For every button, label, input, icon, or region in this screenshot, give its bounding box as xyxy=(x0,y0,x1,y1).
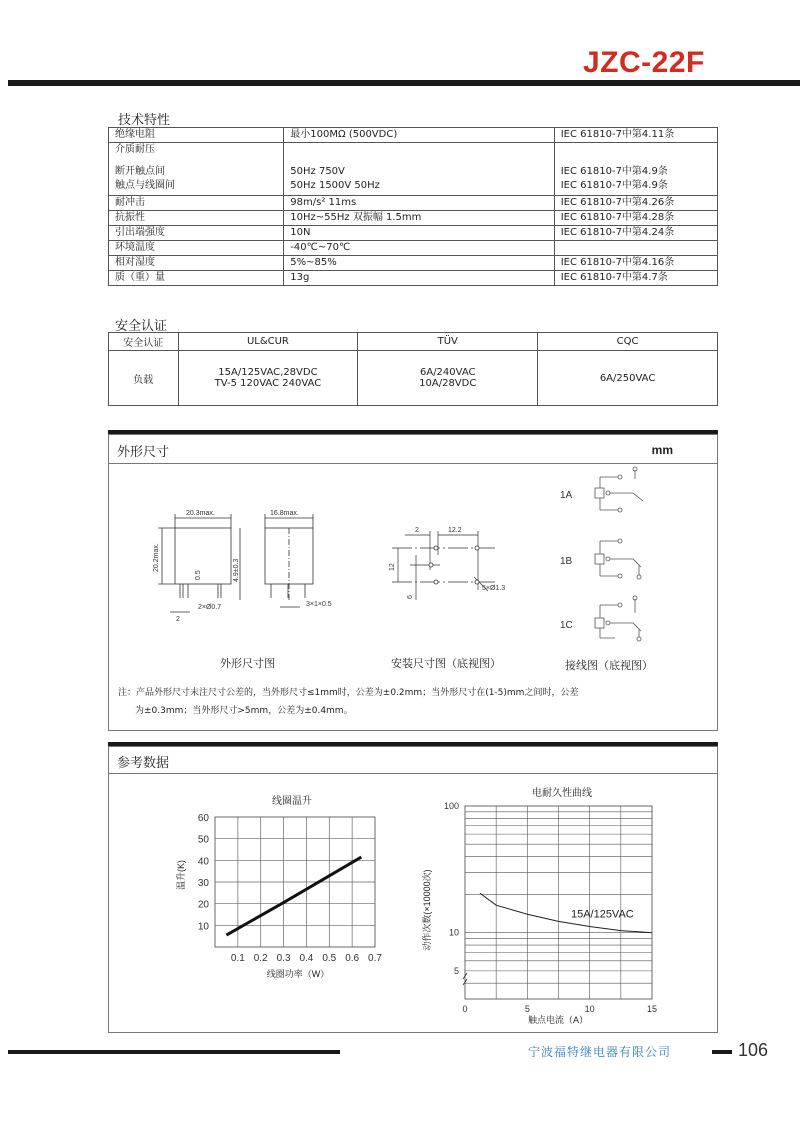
model-title: JZC-22F xyxy=(583,46,705,79)
y-tick-label: 30 xyxy=(197,878,209,889)
chart-title: 线圈温升 xyxy=(272,796,312,807)
header-cell: CQC xyxy=(538,333,718,351)
spec-value-sub: 50Hz 1500V 50Hz xyxy=(290,180,380,191)
x-axis-label: 线圈功率（W） xyxy=(266,969,330,979)
table-row xyxy=(109,211,718,226)
table-header-row xyxy=(109,333,718,351)
mount-hole xyxy=(429,563,433,567)
spec-standard-sub: IEC 61810-7中第4.9条 xyxy=(560,166,668,177)
dim-height-label: 20.2max. xyxy=(153,543,160,572)
spec-value: -40℃~70℃ xyxy=(284,241,554,256)
spec-standard: IEC 61810-7中第4.28条 xyxy=(554,211,717,226)
header-cell: TÜV xyxy=(358,333,538,351)
table-row xyxy=(109,196,718,211)
safety-table xyxy=(108,332,718,406)
y-axis-label: 动作次数(×10000次) xyxy=(422,869,432,951)
spec-param: 抗振性 xyxy=(109,211,284,226)
chart-title: 电耐久性曲线 xyxy=(532,788,592,799)
cqc-rating: 6A/250VAC xyxy=(538,351,718,406)
mount-hole xyxy=(434,580,438,584)
wiring-1b xyxy=(595,539,641,579)
spec-param: 相对湿度 xyxy=(109,256,284,271)
spec-param: 耐冲击 xyxy=(109,196,284,211)
spec-standard-sub: IEC 61810-7中第4.9条 xyxy=(560,180,668,191)
spec-standard xyxy=(554,241,717,256)
x-tick-label: 0.6 xyxy=(345,953,360,964)
mount-holes-label: 5×Ø1.3 xyxy=(482,585,506,592)
x-tick-label: 10 xyxy=(584,1004,595,1014)
x-tick-label: 0.2 xyxy=(253,953,268,964)
tuv-cell xyxy=(358,351,538,406)
y-tick-label: 20 xyxy=(197,899,209,911)
dim-pinlen-label: 4.9±0.3 xyxy=(233,558,240,582)
x-tick-label: 0.4 xyxy=(299,953,314,964)
y-tick-label: 60 xyxy=(197,813,209,824)
dimensions-title: 外形尺寸 xyxy=(117,445,170,460)
wiring-1a xyxy=(595,467,643,512)
y-axis-label: 温升(K) xyxy=(176,860,186,890)
spec-standard: IEC 61810-7中第4.11条 xyxy=(554,128,717,143)
header-cell: 安全认证 xyxy=(109,333,179,351)
table-row xyxy=(109,256,718,271)
wiring-caption: 接线图（底视图） xyxy=(565,659,653,672)
coil-temp-chart xyxy=(160,780,400,990)
spec-value: 13g xyxy=(284,271,554,286)
spec-param: 质（重）量 xyxy=(109,271,284,286)
wiring-diagram xyxy=(555,465,665,645)
spec-param: 环境温度 xyxy=(109,241,284,256)
spec-value-sub: 50Hz 750V xyxy=(290,166,345,177)
mount-d-label: 6 xyxy=(407,595,414,599)
spec-value: 5%~85% xyxy=(284,256,554,271)
reference-title: 参考数据 xyxy=(117,756,170,771)
mounting-drawing xyxy=(370,515,520,605)
wiring-1c xyxy=(595,596,641,641)
tech-specs-table xyxy=(108,127,718,286)
mount-hole xyxy=(475,546,479,550)
spec-value: 10Hz~55Hz 双振幅 1.5mm xyxy=(284,211,554,226)
spec-standard: IEC 61810-7中第4.26条 xyxy=(554,196,717,211)
table-row xyxy=(109,226,718,241)
mount-hole xyxy=(434,546,438,550)
tolerance-note-line2: 为±0.3mm；当外形尺寸>5mm，公差为±0.4mm。 xyxy=(135,706,353,716)
ul-rating: TV-5 120VAC 240VAC xyxy=(214,378,322,389)
spec-param-sub: 触点与线圈间 xyxy=(115,180,175,191)
mount-b-label: 12.2 xyxy=(448,527,462,534)
table-row xyxy=(109,271,718,286)
header-cell: UL&CUR xyxy=(178,333,358,351)
tolerance-note-line1: 注：产品外形尺寸未注尺寸公差的，当外形尺寸≤1mm时，公差为±0.2mm；当外形尺寸在(1-5)mm之间时，公差 xyxy=(118,688,579,698)
table-row xyxy=(109,351,718,406)
dim-pitch-label: 2 xyxy=(176,616,180,623)
spec-value xyxy=(284,143,554,196)
y-tick-label: 5 xyxy=(453,965,459,976)
load-label: 负载 xyxy=(109,351,179,406)
wiring-1b-label: 1B xyxy=(560,556,573,567)
dim-depth-label: 16.8max. xyxy=(270,510,299,517)
series-annotation: 15A/125VAC xyxy=(570,908,634,921)
spec-standard: IEC 61810-7中第4.7条 xyxy=(554,271,717,286)
footer-dash xyxy=(712,1050,732,1054)
spec-standard xyxy=(554,143,717,196)
tuv-rating: 10A/28VDC xyxy=(419,378,477,389)
y-tick-label: 10 xyxy=(197,921,209,933)
tuv-rating: 6A/240VAC xyxy=(419,367,476,378)
tech-specs-title: 技术特性 xyxy=(118,113,171,128)
y-tick-label: 40 xyxy=(197,856,209,868)
endurance-chart xyxy=(410,780,670,1030)
outline-caption: 外形尺寸图 xyxy=(220,657,275,670)
x-tick-label: 5 xyxy=(524,1004,530,1014)
x-tick-label: 0.5 xyxy=(322,953,337,964)
x-axis-label: 触点电流（A） xyxy=(527,1015,589,1025)
table-row xyxy=(109,241,718,256)
dim-offset-label: 0.5 xyxy=(195,570,202,580)
mount-c-label: 12 xyxy=(389,563,396,571)
x-tick-label: 0.1 xyxy=(230,953,245,964)
ul-rating: 15A/125VAC,28VDC xyxy=(218,367,318,378)
y-tick-label: 100 xyxy=(443,801,459,811)
table-row xyxy=(109,143,718,196)
x-tick-label: 0.3 xyxy=(276,953,291,964)
spec-param xyxy=(109,143,284,196)
table-row xyxy=(109,128,718,143)
dim-pindia-label: 2×Ø0.7 xyxy=(198,604,222,611)
mount-hole xyxy=(475,580,479,584)
x-tick-label: 0 xyxy=(462,1004,468,1014)
spec-param-sub: 断开触点间 xyxy=(115,166,165,177)
header-rule xyxy=(8,80,800,86)
wiring-1a-label: 1A xyxy=(560,490,573,501)
unit-label: mm xyxy=(651,443,673,457)
series-line xyxy=(226,857,361,935)
spec-value: 98m/s² 11ms xyxy=(284,196,554,211)
page-number: 106 xyxy=(738,1040,769,1060)
outline-drawing xyxy=(140,500,360,630)
spec-standard: IEC 61810-7中第4.24条 xyxy=(554,226,717,241)
spec-value: 最小100MΩ (500VDC) xyxy=(284,128,554,143)
dim-width-label: 20.3max. xyxy=(186,510,215,517)
company-name: 宁波福特继电器有限公司 xyxy=(528,1045,672,1059)
ul-cell xyxy=(178,351,358,406)
spec-value: 10N xyxy=(284,226,554,241)
mount-a-label: 2 xyxy=(415,527,419,534)
relay-body-front xyxy=(175,528,231,584)
spec-standard: IEC 61810-7中第4.16条 xyxy=(554,256,717,271)
mounting-caption: 安装尺寸图（底视图） xyxy=(391,657,501,670)
wiring-1c-label: 1C xyxy=(560,620,573,631)
safety-title: 安全认证 xyxy=(115,319,168,334)
x-tick-label: 15 xyxy=(646,1004,658,1014)
x-tick-label: 0.7 xyxy=(368,953,382,964)
spec-param: 绝缘电阻 xyxy=(109,128,284,143)
spec-param: 引出端强度 xyxy=(109,226,284,241)
reference-header xyxy=(109,747,717,774)
dim-pins-label: 3×1×0.5 xyxy=(306,601,332,608)
footer-rule xyxy=(8,1050,340,1054)
y-tick-label: 10 xyxy=(448,927,459,938)
spec-param-group: 介质耐压 xyxy=(115,144,155,155)
y-tick-label: 50 xyxy=(197,834,209,846)
dimensions-header xyxy=(109,435,717,464)
